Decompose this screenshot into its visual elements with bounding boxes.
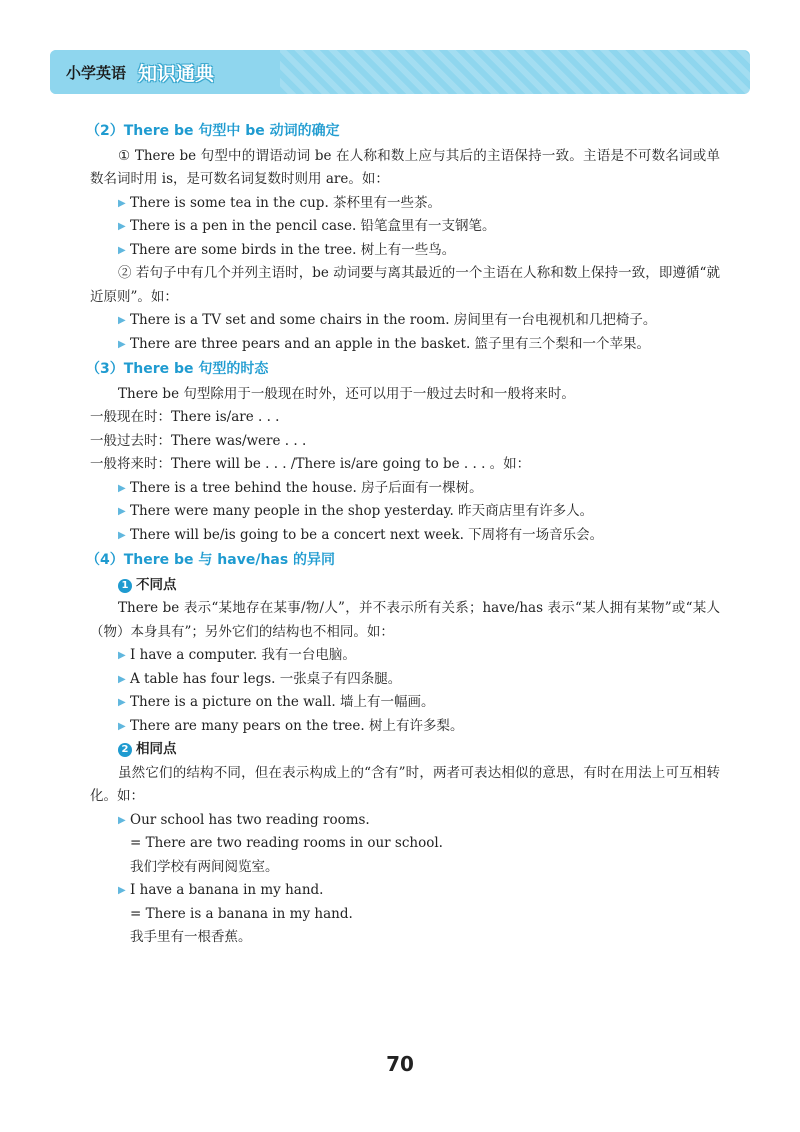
section-heading-3: （3）There be 句型的时态: [86, 361, 269, 377]
number-badge: 1: [118, 579, 132, 593]
example-item: ▶ I have a computer. 我有一台电脑。: [90, 644, 720, 668]
triangle-icon: ▶: [118, 814, 126, 826]
example-item: ▶ There are some birds in the tree. 树上有一些鸟。: [90, 239, 720, 263]
example-translation: 我们学校有两间阅览室。: [130, 858, 279, 875]
tense-line: 一般现在时：There is/are . . .: [90, 409, 280, 425]
example-item: ▶ Our school has two reading rooms.: [90, 809, 720, 833]
tense-line: 一般过去时：There was/were . . .: [90, 432, 307, 449]
paragraph: ① There be 句型中的谓语动词 be 在人称和数上应与其后的主语保持一致。主语是不可数名词或单数名词时用 is，是可数名词复数时则用 are。如：: [90, 147, 720, 187]
triangle-icon: ▶: [118, 244, 126, 256]
tense-line: 一般将来时：There will be . . . /There is/are going to be . . . 。如：: [90, 456, 531, 472]
triangle-icon: ▶: [118, 673, 126, 685]
page-content: [86, 118, 720, 950]
example-item: ▶ I have a banana in my hand.: [90, 879, 720, 903]
section-heading-4: （4）There be 与 have/has 的异同: [86, 552, 336, 568]
paragraph: There be 表示“某地存在某事/物/人”，并不表示所有关系；have/has 表示“某人拥有某物”或“某人（物）本身具有”；另外它们的结构也不相同。如：: [90, 600, 720, 640]
example-item: ▶ There are many pears on the tree. 树上有许多梨。: [90, 715, 720, 739]
example-item: ▶ There will be/is going to be a concert next week. 下周将有一场音乐会。: [90, 524, 720, 548]
triangle-icon: ▶: [118, 338, 126, 350]
example-item: ▶ There is a picture on the wall. 墙上有一幅画。: [90, 691, 720, 715]
example-item: ▶ There are three pears and an apple in the basket. 篮子里有三个梨和一个苹果。: [90, 333, 720, 357]
example-item: ▶ A table has four legs. 一张桌子有四条腿。: [90, 668, 720, 692]
triangle-icon: ▶: [118, 697, 126, 708]
example-item: ▶ There is a pen in the pencil case. 铅笔盒里有一支钢笔。: [90, 215, 720, 239]
triangle-icon: ▶: [118, 650, 126, 661]
triangle-icon: ▶: [118, 197, 126, 209]
example-equivalent: = There is a banana in my hand.: [130, 905, 353, 922]
book-subtitle: 知识通典: [138, 63, 215, 85]
page-number: 70: [386, 1052, 414, 1076]
example-item: ▶ There were many people in the shop yesterday. 昨天商店里有许多人。: [90, 500, 720, 524]
triangle-icon: ▶: [118, 221, 126, 232]
example-item: ▶ There is a TV set and some chairs in the room. 房间里有一台电视机和几把椅子。: [90, 309, 720, 333]
triangle-icon: ▶: [118, 315, 126, 326]
section-heading-2: （2）There be 句型中 be 动词的确定: [86, 123, 340, 139]
number-badge: 2: [118, 743, 132, 757]
triangle-icon: ▶: [118, 506, 126, 517]
subheading-similarities: 2 相同点: [90, 738, 720, 762]
header-banner: [50, 50, 750, 94]
example-equivalent: = There are two reading rooms in our school.: [130, 835, 443, 851]
triangle-icon: ▶: [118, 482, 126, 494]
paragraph: ② 若句子中有几个并列主语时，be 动词要与离其最近的一个主语在人称和数上保持一致，即遵循“就近原则”。如：: [90, 265, 720, 305]
example-item: ▶ There is some tea in the cup. 茶杯里有一些茶。: [90, 192, 720, 216]
triangle-icon: ▶: [118, 885, 126, 896]
paragraph: There be 句型除用于一般现在时外，还可以用于一般过去时和一般将来时。: [118, 385, 575, 402]
subheading-differences: 1 不同点: [90, 574, 720, 598]
triangle-icon: ▶: [118, 720, 126, 732]
example-translation: 我手里有一根香蕉。: [130, 929, 252, 945]
triangle-icon: ▶: [118, 529, 126, 541]
paragraph: 虽然它们的结构不同，但在表示构成上的“含有”时，两者可表达相似的意思，有时在用法上可互相转化。如：: [90, 764, 720, 804]
book-title: 小学英语: [66, 64, 127, 82]
example-item: ▶ There is a tree behind the house. 房子后面有一棵树。: [90, 477, 720, 501]
